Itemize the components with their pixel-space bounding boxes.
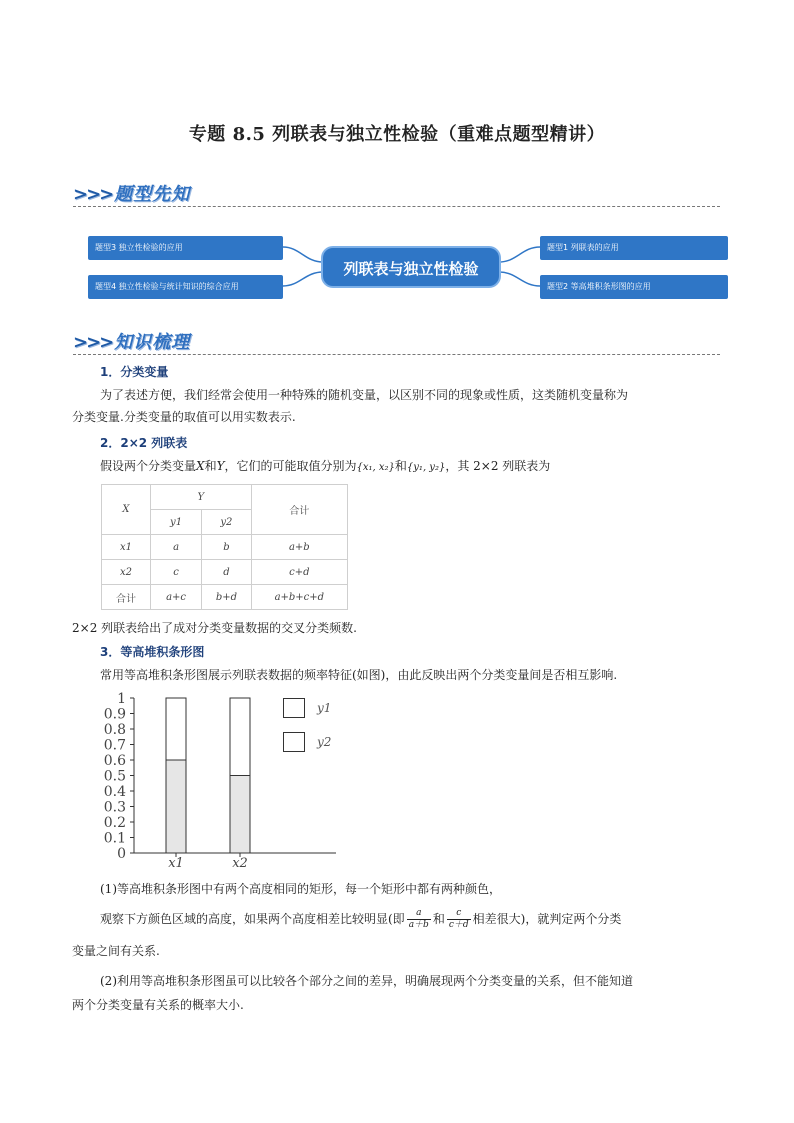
table-row: 合计 a+c b+d a+b+c+d bbox=[102, 585, 348, 610]
arrows-icon: >>> bbox=[73, 184, 113, 205]
fraction-c: $\frac{c}{c+d}$ bbox=[448, 908, 469, 930]
x-tick-label: x1 bbox=[168, 856, 184, 871]
section-heading-label: 题型先知 bbox=[114, 184, 191, 205]
legend-label-y2: y2 bbox=[317, 735, 332, 749]
paragraph: 两个分类变量有关系的概率大小. bbox=[72, 998, 244, 1012]
y-tick-label: 0.2 bbox=[103, 815, 126, 831]
dashed-divider bbox=[73, 354, 720, 355]
table-row: x2 c d c+d bbox=[102, 560, 348, 585]
legend-swatch-y2 bbox=[283, 732, 305, 752]
paragraph-fraction: 观察下方颜色区域的高度，如果两个高度相差比较明显(即 $\frac{a}{a+b}$ 和 $\frac{c}{c+d}$ 相差很大)，就判定两个分类 bbox=[100, 908, 622, 930]
section-heading-label: 知识梳理 bbox=[114, 332, 191, 353]
y-tick-label: 0 bbox=[117, 846, 126, 862]
arrows-icon: >>> bbox=[73, 332, 113, 353]
bar-segment-y1-x2 bbox=[230, 698, 250, 776]
contingency-table bbox=[101, 484, 348, 610]
legend-item bbox=[283, 697, 331, 719]
paragraph: (1)等高堆积条形图中有两个高度相同的矩形，每一个矩形中都有两种颜色， bbox=[100, 882, 502, 896]
section-heading-knowledge bbox=[73, 328, 190, 354]
heading-contingency-table: 2．2×2 列联表 bbox=[100, 436, 188, 450]
mindmap-node-type2: 题型2 等高堆积条形图的应用 bbox=[540, 275, 728, 299]
fraction-a: $\frac{a}{a+b}$ bbox=[408, 908, 429, 930]
page-title: 专题 8.5 列联表与独立性检验（重难点题型精讲） bbox=[188, 124, 606, 145]
chart-legend bbox=[283, 697, 331, 753]
y-tick-label: 0.4 bbox=[103, 784, 126, 800]
bar-segment-y2-x2 bbox=[230, 776, 250, 854]
bar-segment-y1-x1 bbox=[166, 698, 186, 760]
bar-segment-y2-x1 bbox=[166, 760, 186, 853]
table-header-x: X bbox=[102, 485, 151, 535]
mindmap-node-type1: 题型1 列联表的应用 bbox=[540, 236, 728, 260]
y-tick-label: 0.7 bbox=[103, 737, 126, 754]
mindmap-node-type3: 题型3 独立性检验的应用 bbox=[88, 236, 283, 260]
legend-label-y1: y1 bbox=[317, 701, 332, 715]
table-header-y: Y bbox=[150, 485, 251, 510]
paragraph: (2)利用等高堆积条形图虽可以比较各个部分之间的差异，明确展现两个分类变量的关系，但不能知道 bbox=[100, 974, 634, 988]
paragraph: 变量之间有关系. bbox=[72, 944, 160, 958]
table-header-y2: y2 bbox=[202, 510, 251, 535]
y-tick-label: 0.8 bbox=[103, 722, 126, 738]
table-header-y1: y1 bbox=[150, 510, 201, 535]
paragraph: 分类变量.分类变量的取值可以用实数表示. bbox=[72, 410, 296, 424]
paragraph: 为了表述方便，我们经常会使用一种特殊的随机变量，以区别不同的现象或性质，这类随机变量称为 bbox=[100, 388, 629, 402]
mindmap-center: 列联表与独立性检验 bbox=[321, 246, 501, 288]
legend-item bbox=[283, 731, 331, 753]
y-tick-label: 0.6 bbox=[103, 753, 126, 769]
y-tick-label: 0.3 bbox=[103, 799, 126, 816]
y-tick-label: 0.9 bbox=[103, 706, 126, 723]
paragraph: 2×2 列联表给出了成对分类变量数据的交叉分类频数. bbox=[72, 621, 357, 635]
paragraph: 常用等高堆积条形图展示列联表数据的频率特征(如图)，由此反映出两个分类变量间是否相互影响. bbox=[100, 668, 618, 682]
heading-stacked-bar: 3．等高堆积条形图 bbox=[100, 645, 205, 659]
table-row: x1 a b a+b bbox=[102, 535, 348, 560]
y-tick-label: 0.5 bbox=[103, 768, 126, 785]
legend-swatch-y1 bbox=[283, 698, 305, 718]
paragraph-contingency-intro: 假设两个分类变量X和Y，它们的可能取值分别为{x₁, x₂}和{y₁, y₂}，其 2×2 列联表为 bbox=[100, 459, 551, 473]
x-tick-label: x2 bbox=[232, 856, 248, 871]
mindmap-node-type4: 题型4 独立性检验与统计知识的综合应用 bbox=[88, 275, 283, 299]
y-tick-label: 0.1 bbox=[103, 830, 126, 847]
table-header-total: 合计 bbox=[251, 485, 347, 535]
y-tick-label: 1 bbox=[117, 691, 126, 707]
heading-categorical-variable: 1．分类变量 bbox=[100, 365, 169, 379]
